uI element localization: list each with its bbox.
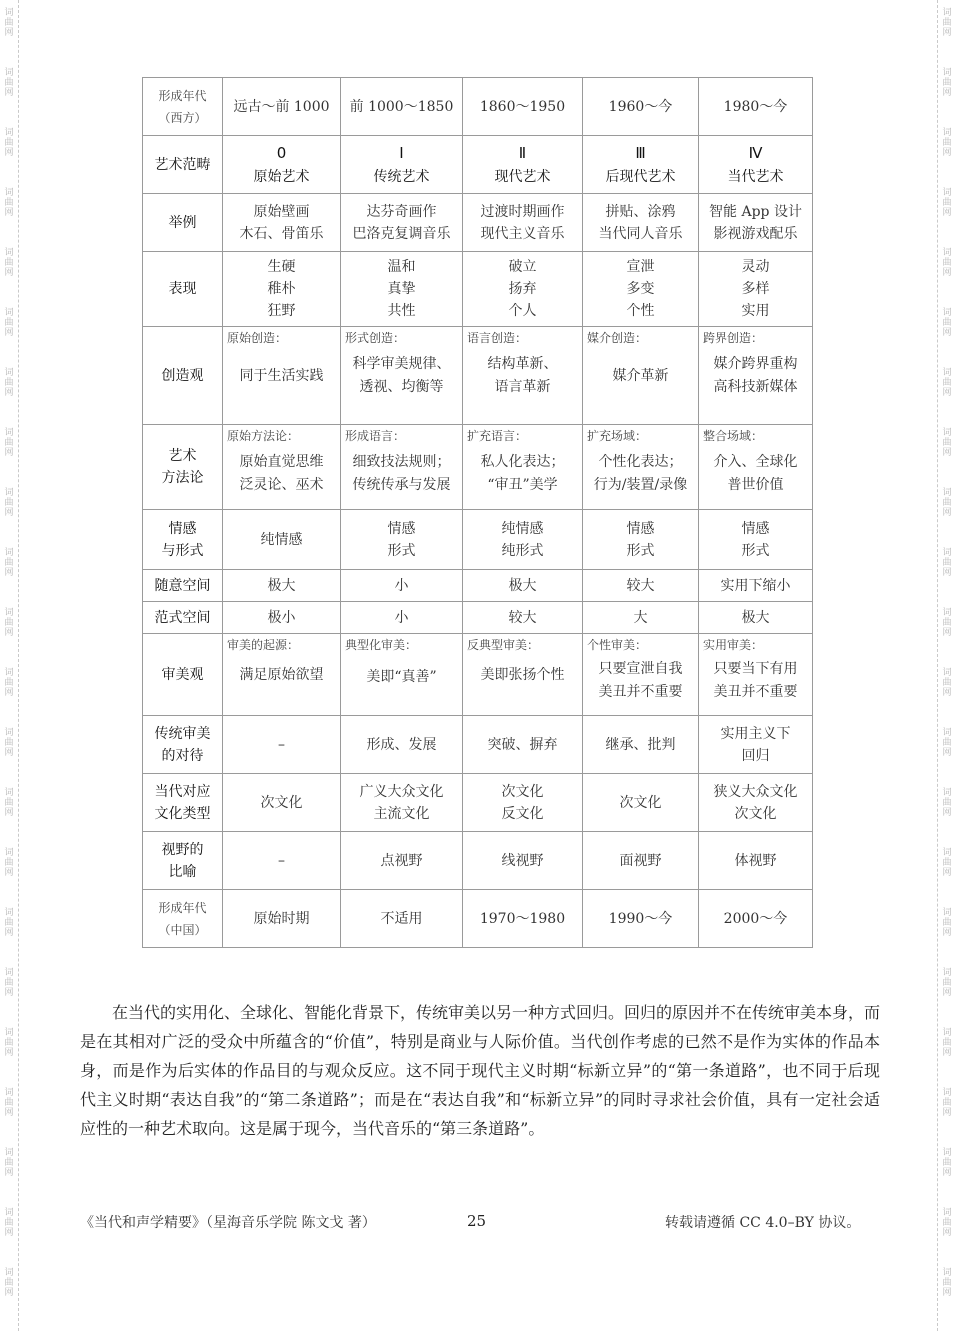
watermark-text: 词曲网 — [4, 488, 14, 518]
cell-line: 形式 — [387, 542, 416, 559]
watermark-text: 词曲网 — [4, 1148, 14, 1178]
left-margin-watermark — [0, 0, 19, 1331]
art-category-cell — [223, 136, 341, 194]
watermark-text: 词曲网 — [4, 968, 14, 998]
cell-line: 泛灵论、巫术 — [239, 477, 324, 493]
culture-type-cell — [223, 774, 341, 832]
cell-line: 原始直觉思维 — [239, 454, 324, 470]
cell-subtitle: 媒介创造： — [587, 331, 648, 345]
watermark-text: 词曲网 — [4, 1088, 14, 1118]
examples-cell — [699, 194, 813, 252]
cell-subtitle: 形成语言： — [345, 429, 406, 443]
aesthetics-cell — [583, 634, 699, 716]
row-examples — [143, 194, 813, 252]
cell-subtitle: 跨界创造： — [703, 331, 764, 345]
cell-line: 突破、摒弃 — [487, 736, 558, 753]
cell-line: 现代主义音乐 — [480, 225, 565, 242]
culture-type-cell — [699, 774, 813, 832]
cell-line: 美即“真善” — [366, 669, 437, 685]
creation-label: 创造观 — [143, 327, 223, 425]
freedom-space-label: 随意空间 — [143, 570, 223, 602]
expression-cell — [463, 252, 583, 327]
watermark-text: 词曲网 — [942, 488, 952, 518]
cell-subtitle: 典型化审美： — [345, 638, 418, 652]
cell-line: 回归 — [741, 747, 770, 764]
footer-license: 转载请遵循 CC 4.0–BY 协议。 — [665, 1215, 861, 1231]
examples-cell — [583, 194, 699, 252]
cell-line: 私人化表达； — [480, 454, 565, 470]
cell-line: 媒介革新 — [612, 368, 669, 384]
cell-line: 满足原始欲望 — [239, 667, 324, 683]
cell-line: 温和 — [387, 259, 416, 275]
tradition-attitude-cell — [583, 716, 699, 774]
cell-line: 个性化表达； — [598, 454, 683, 470]
methodology-cell — [463, 425, 583, 510]
norm-space-cell: 极大 — [699, 602, 813, 634]
freedom-space-cell: 实用下缩小 — [699, 570, 813, 602]
cell-line: 狭义大众文化 — [713, 783, 798, 800]
watermark-text: 词曲网 — [942, 968, 952, 998]
watermark-text: 词曲网 — [942, 68, 952, 98]
label-line: 与形式 — [161, 542, 204, 559]
watermark-text: 词曲网 — [942, 428, 952, 458]
era-west-label: 形成年代（西方） — [143, 78, 223, 136]
cell-line: 纯形式 — [501, 542, 544, 559]
cell-line: 情感 — [387, 520, 416, 537]
watermark-text: 词曲网 — [942, 188, 952, 218]
cell-line: 次文化 — [734, 805, 777, 822]
cell-line: 智能 App 设计 — [709, 203, 802, 220]
era-china-cell: 1970～1980 — [463, 890, 583, 948]
watermark-text: 词曲网 — [4, 188, 14, 218]
cell-subtitle: 形式创造： — [345, 331, 406, 345]
era-west-cell: 前 1000～1850 — [341, 78, 463, 136]
cell-line: 普世价值 — [727, 477, 784, 493]
watermark-text: 词曲网 — [942, 548, 952, 578]
watermark-text: 词曲网 — [942, 848, 952, 878]
cell-line: 美丑并不重要 — [713, 684, 798, 700]
examples-cell — [341, 194, 463, 252]
culture-type-cell — [463, 774, 583, 832]
freedom-space-cell: 极大 — [223, 570, 341, 602]
watermark-text: 词曲网 — [4, 248, 14, 278]
era-china-cell: 不适用 — [341, 890, 463, 948]
cell-line: 过渡时期画作 — [480, 203, 565, 220]
watermark-text: 词曲网 — [4, 728, 14, 758]
category-index: Ⅳ — [748, 143, 763, 162]
cell-line: – — [278, 736, 285, 753]
cell-line: 个人 — [508, 303, 537, 319]
label-line: 比喻 — [168, 863, 197, 880]
category-name: 当代艺术 — [727, 168, 784, 185]
row-era-china — [143, 890, 813, 948]
watermark-text: 词曲网 — [4, 848, 14, 878]
cell-line: 扬弃 — [508, 281, 537, 297]
expression-cell — [583, 252, 699, 327]
cell-subtitle: 原始创造： — [227, 331, 288, 345]
label-line: 文化类型 — [154, 805, 211, 822]
label-line: 视野的 — [161, 841, 204, 858]
tradition-attitude-label — [143, 716, 223, 774]
cell-line: “审丑”美学 — [487, 477, 558, 493]
cell-line: 同于生活实践 — [239, 368, 324, 384]
watermark-text: 词曲网 — [4, 788, 14, 818]
norm-space-cell: 大 — [583, 602, 699, 634]
vision-cell: 体视野 — [699, 832, 813, 890]
era-china-label: 形成年代（中国） — [143, 890, 223, 948]
norm-space-label: 范式空间 — [143, 602, 223, 634]
row-expression — [143, 252, 813, 327]
cell-subtitle: 审美的起源： — [227, 638, 300, 652]
cell-line: 形成、发展 — [366, 736, 437, 753]
emotion-form-cell — [463, 510, 583, 570]
label-line: 的对待 — [161, 747, 204, 764]
emotion-form-cell — [699, 510, 813, 570]
watermark-text: 词曲网 — [942, 1208, 952, 1238]
cell-line: 美即张扬个性 — [480, 667, 565, 683]
watermark-text: 词曲网 — [942, 1148, 952, 1178]
era-china-cell: 1990～今 — [583, 890, 699, 948]
cell-subtitle: 个性审美： — [587, 638, 648, 652]
row-tradition-attitude — [143, 716, 813, 774]
expression-cell — [223, 252, 341, 327]
category-name: 后现代艺术 — [605, 168, 676, 185]
culture-type-cell — [341, 774, 463, 832]
emotion-form-cell — [223, 510, 341, 570]
cell-line: 情感 — [741, 520, 770, 537]
norm-space-cell: 小 — [341, 602, 463, 634]
aesthetics-cell — [699, 634, 813, 716]
category-name: 原始艺术 — [253, 168, 310, 185]
watermark-text: 词曲网 — [4, 668, 14, 698]
watermark-text: 词曲网 — [4, 428, 14, 458]
freedom-space-cell: 较大 — [583, 570, 699, 602]
label-line: 当代对应 — [154, 783, 211, 800]
watermark-text: 词曲网 — [4, 908, 14, 938]
cell-line: 拼贴、涂鸦 — [605, 203, 676, 220]
aesthetics-cell — [463, 634, 583, 716]
cell-subtitle: 整合场域： — [703, 429, 764, 443]
methodology-label — [143, 425, 223, 510]
watermark-text: 词曲网 — [942, 1028, 952, 1058]
creation-cell — [223, 327, 341, 425]
cell-line: 反文化 — [501, 805, 544, 822]
examples-cell — [223, 194, 341, 252]
tradition-attitude-cell — [699, 716, 813, 774]
label-line: 传统审美 — [154, 725, 211, 742]
era-west-cell: 1860～1950 — [463, 78, 583, 136]
watermark-text: 词曲网 — [942, 368, 952, 398]
watermark-text: 词曲网 — [942, 8, 952, 38]
watermark-text: 词曲网 — [4, 308, 14, 338]
cell-line: 细致技法规则； — [352, 454, 451, 470]
row-freedom-space — [143, 570, 813, 602]
cell-line: 结构革新、 — [487, 356, 558, 372]
art-category-cell — [341, 136, 463, 194]
cell-subtitle: 原始方法论： — [227, 429, 300, 443]
cell-subtitle: 实用审美： — [703, 638, 764, 652]
cell-line: 影视游戏配乐 — [713, 225, 798, 242]
examples-cell — [463, 194, 583, 252]
culture-type-cell — [583, 774, 699, 832]
cell-line: 行为/装置/录像 — [593, 477, 688, 493]
cell-line: 高科技新媒体 — [713, 379, 798, 395]
vision-cell: 面视野 — [583, 832, 699, 890]
creation-cell — [341, 327, 463, 425]
cell-line: 主流文化 — [373, 805, 430, 822]
cell-line: 美丑并不重要 — [598, 684, 683, 700]
art-periods-table — [142, 77, 813, 948]
expression-cell — [699, 252, 813, 327]
cell-line: 达芬奇画作 — [366, 203, 437, 220]
vision-label — [143, 832, 223, 890]
watermark-text: 词曲网 — [4, 1208, 14, 1238]
cell-line: 实用 — [741, 303, 770, 319]
cell-line: 继承、批判 — [605, 736, 676, 753]
era-west-cell: 1980～今 — [699, 78, 813, 136]
cell-line: 语言革新 — [494, 379, 551, 395]
cell-line: 介入、全球化 — [713, 454, 798, 470]
label-line: 方法论 — [161, 470, 204, 486]
cell-line: 宣泄 — [626, 259, 655, 275]
cell-line: 传统传承与发展 — [352, 477, 451, 493]
cell-line: 多样 — [741, 281, 770, 297]
cell-line: 次文化 — [619, 794, 662, 811]
row-culture-type — [143, 774, 813, 832]
aesthetics-cell — [341, 634, 463, 716]
cell-subtitle: 语言创造： — [467, 331, 528, 345]
cell-line: 生硬 — [267, 259, 296, 275]
cell-line: 当代同人音乐 — [598, 225, 683, 242]
era-west-cell: 1960～今 — [583, 78, 699, 136]
art-category-cell — [583, 136, 699, 194]
cell-line: 多变 — [626, 281, 655, 297]
cell-line: 木石、骨笛乐 — [239, 225, 324, 242]
creation-cell — [583, 327, 699, 425]
tradition-attitude-cell — [463, 716, 583, 774]
cell-line: 形式 — [741, 542, 770, 559]
emotion-form-cell — [583, 510, 699, 570]
cell-line: 破立 — [508, 259, 537, 275]
footer-book-title: 《当代和声学精要》（星海音乐学院 陈文戈 著） — [80, 1215, 376, 1231]
watermark-text: 词曲网 — [4, 368, 14, 398]
expression-label: 表现 — [143, 252, 223, 327]
row-emotion-form — [143, 510, 813, 570]
cell-line: 纯情感 — [501, 520, 544, 537]
methodology-cell — [583, 425, 699, 510]
emotion-form-cell — [341, 510, 463, 570]
cell-line: 共性 — [387, 303, 416, 319]
watermark-text: 词曲网 — [942, 248, 952, 278]
cell-line: 透视、均衡等 — [359, 379, 444, 395]
cell-line: 原始壁画 — [253, 203, 310, 220]
body-paragraph: 在当代的实用化、全球化、智能化背景下，传统审美以另一种方式回归。回归的原因并不在传统审美本身，而是在其相对广泛的受众中所蕴含的“价值”，特别是商业与人际价值。当代创作考虑的已然不是作为实体的作品本身，而是作为后实体的作品目的与观众反应。这不同于现代主义时期“标新立异”的“第一条道路”，也不同于后现代主义时期“表达自我”的“第二条道路”；而是在“表达自我”和“标新立异”的同时寻求社会价值，具有一定社会适应性的一种艺术取向。这是属于现今，当代音乐的“第三条道路”。 — [80, 1003, 881, 1138]
cell-line: 情感 — [626, 520, 655, 537]
row-art-category — [143, 136, 813, 194]
watermark-text: 词曲网 — [4, 128, 14, 158]
aesthetics-label: 审美观 — [143, 634, 223, 716]
category-name: 传统艺术 — [373, 168, 430, 185]
cell-line: 次文化 — [501, 783, 544, 800]
tradition-attitude-cell — [223, 716, 341, 774]
vision-cell: 点视野 — [341, 832, 463, 890]
art-category-cell — [463, 136, 583, 194]
page-number: 25 — [467, 1212, 487, 1230]
category-index: 0 — [276, 143, 287, 162]
watermark-text: 词曲网 — [942, 728, 952, 758]
vision-cell: – — [223, 832, 341, 890]
watermark-text: 词曲网 — [4, 8, 14, 38]
watermark-text: 词曲网 — [942, 788, 952, 818]
culture-type-label — [143, 774, 223, 832]
emotion-form-label — [143, 510, 223, 570]
freedom-space-cell: 小 — [341, 570, 463, 602]
aesthetics-cell — [223, 634, 341, 716]
cell-line: 媒介跨界重构 — [713, 356, 798, 372]
row-methodology — [143, 425, 813, 510]
era-west-cell: 远古～前 1000 — [223, 78, 341, 136]
cell-line: 个性 — [626, 303, 655, 319]
methodology-cell — [223, 425, 341, 510]
art-category-label: 艺术范畴 — [143, 136, 223, 194]
cell-line: 广义大众文化 — [359, 783, 444, 800]
watermark-text: 词曲网 — [4, 1028, 14, 1058]
cell-line: 灵动 — [741, 259, 770, 275]
cell-line: 纯情感 — [260, 531, 303, 548]
category-index: Ⅰ — [399, 143, 404, 162]
cell-line: 形式 — [626, 542, 655, 559]
category-name: 现代艺术 — [494, 168, 551, 185]
cell-subtitle: 反典型审美： — [467, 638, 540, 652]
label-line: 艺术 — [168, 448, 197, 464]
tradition-attitude-cell — [341, 716, 463, 774]
category-index: Ⅲ — [635, 143, 646, 162]
row-norm-space — [143, 602, 813, 634]
row-era-west — [143, 78, 813, 136]
watermark-text: 词曲网 — [942, 908, 952, 938]
cell-line: 巴洛克复调音乐 — [352, 225, 451, 242]
category-index: Ⅱ — [518, 143, 527, 162]
cell-line: 科学审美规律、 — [352, 356, 451, 372]
row-creation — [143, 327, 813, 425]
watermark-text: 词曲网 — [942, 1268, 952, 1298]
cell-line: 只要宣泄自我 — [598, 661, 683, 677]
examples-label: 举例 — [143, 194, 223, 252]
watermark-text: 词曲网 — [4, 608, 14, 638]
watermark-text: 词曲网 — [4, 1268, 14, 1298]
norm-space-cell: 较大 — [463, 602, 583, 634]
watermark-text: 词曲网 — [4, 68, 14, 98]
cell-line: 只要当下有用 — [713, 661, 798, 677]
watermark-text: 词曲网 — [4, 548, 14, 578]
expression-cell — [341, 252, 463, 327]
label-line: 情感 — [168, 520, 197, 537]
watermark-text: 词曲网 — [942, 608, 952, 638]
cell-subtitle: 扩充场域： — [587, 429, 648, 443]
cell-line: 实用主义下 — [720, 725, 791, 742]
watermark-text: 词曲网 — [942, 308, 952, 338]
cell-line: 真挚 — [387, 281, 416, 297]
methodology-cell — [699, 425, 813, 510]
art-category-cell — [699, 136, 813, 194]
creation-cell — [699, 327, 813, 425]
cell-line: 次文化 — [260, 794, 303, 811]
norm-space-cell: 极小 — [223, 602, 341, 634]
methodology-cell — [341, 425, 463, 510]
cell-subtitle: 扩充语言： — [467, 429, 528, 443]
era-china-cell: 原始时期 — [223, 890, 341, 948]
cell-line: 狂野 — [267, 303, 296, 319]
watermark-text: 词曲网 — [942, 1088, 952, 1118]
cell-line: 稚朴 — [267, 281, 296, 297]
row-vision — [143, 832, 813, 890]
vision-cell: 线视野 — [463, 832, 583, 890]
row-aesthetics — [143, 634, 813, 716]
watermark-text: 词曲网 — [942, 128, 952, 158]
era-china-cell: 2000～今 — [699, 890, 813, 948]
creation-cell — [463, 327, 583, 425]
freedom-space-cell: 极大 — [463, 570, 583, 602]
watermark-text: 词曲网 — [942, 668, 952, 698]
right-margin-watermark — [937, 0, 956, 1331]
